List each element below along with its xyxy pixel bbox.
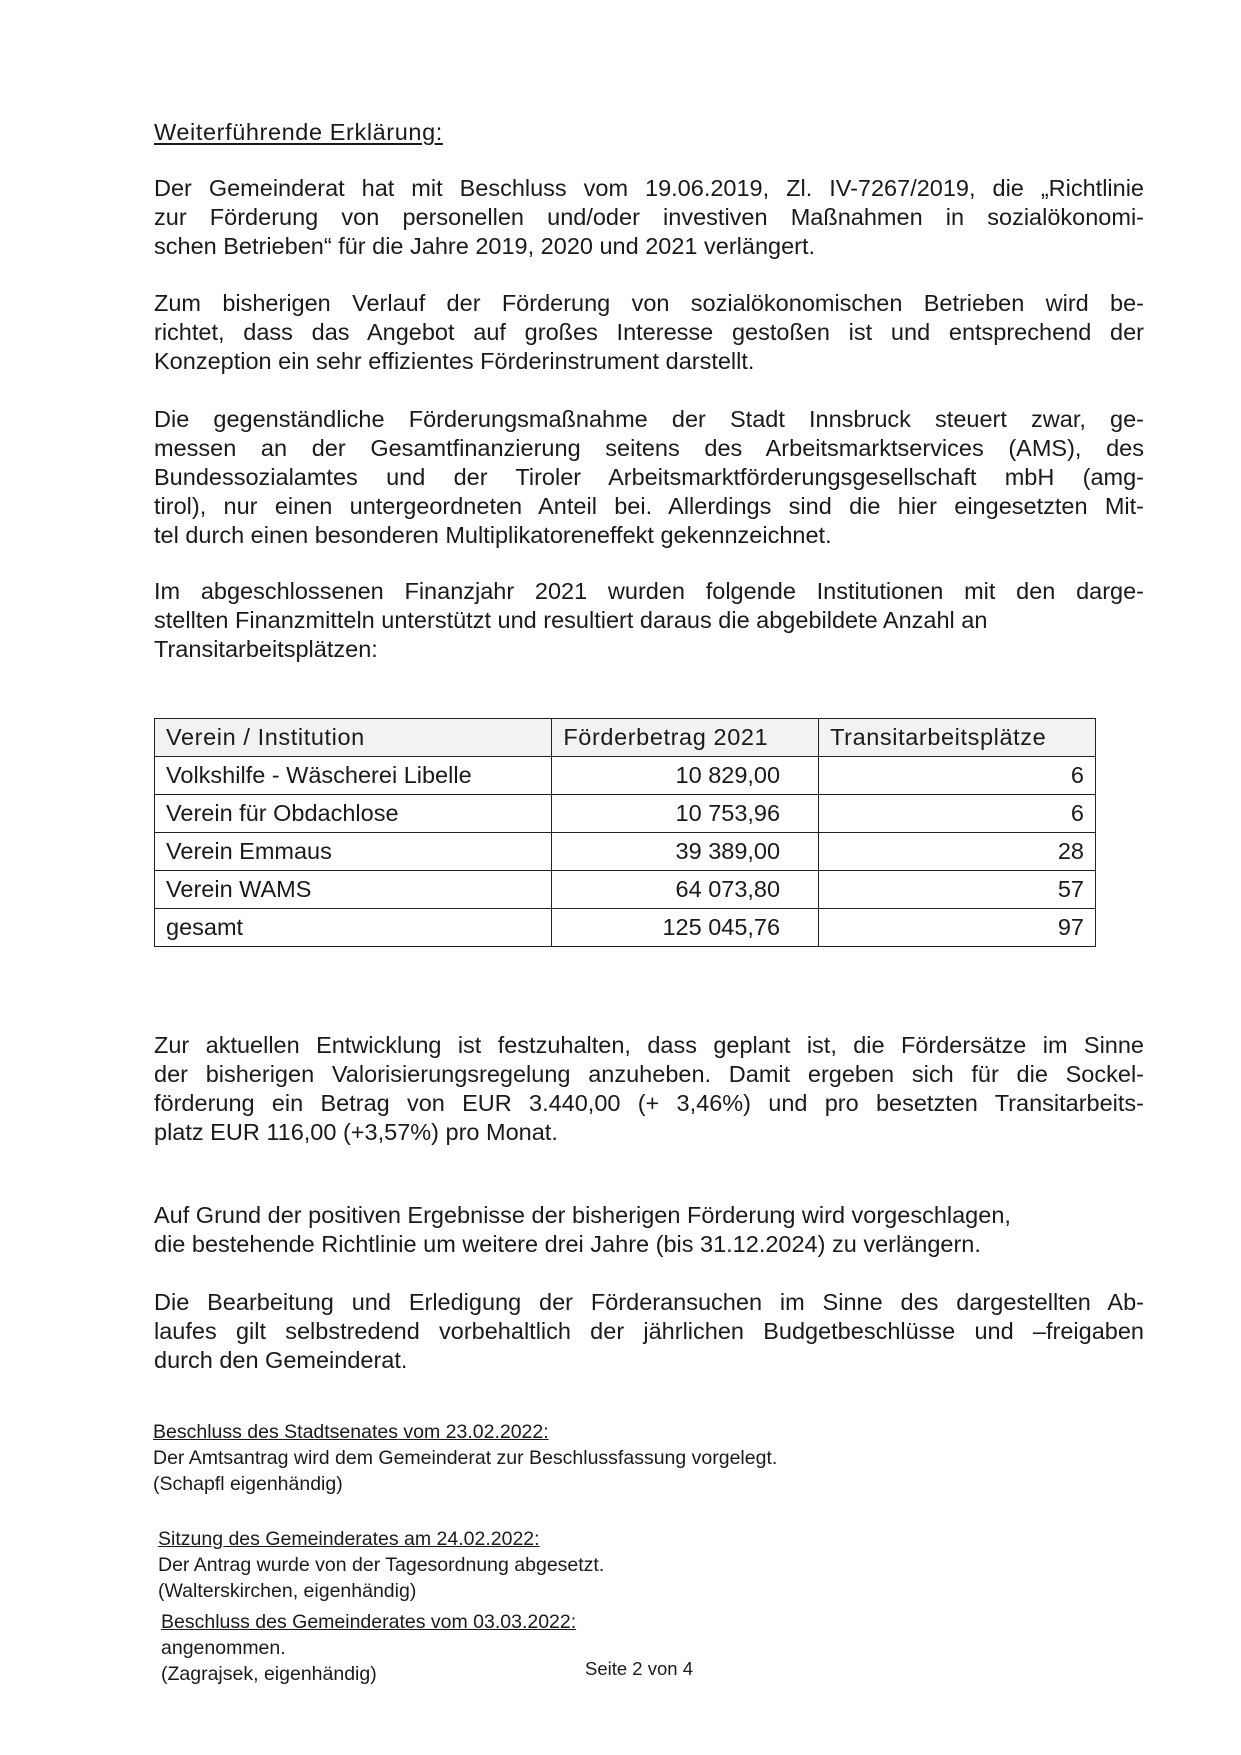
cell-institution: Verein Emmaus bbox=[155, 833, 552, 871]
paragraph-line: Auf Grund der positiven Ergebnisse der bisherigen Förderung wird vorgeschlagen, bbox=[154, 1202, 1011, 1228]
paragraph-verlauf bbox=[154, 289, 1144, 376]
cell-positions: 6 bbox=[819, 795, 1096, 833]
funding-table bbox=[154, 718, 1096, 947]
cell-institution: gesamt bbox=[155, 909, 552, 947]
paragraph-line: laufes gilt selbstredend vorbehaltlich der jährlichen Budgetbeschlüsse und –freigaben bbox=[154, 1318, 1144, 1344]
paragraph-line: durch den Gemeinderat. bbox=[154, 1347, 408, 1373]
paragraph-bearbeitung bbox=[154, 1288, 1144, 1375]
table-row bbox=[155, 757, 1096, 795]
cell-positions: 6 bbox=[819, 757, 1096, 795]
paragraph-vorschlag bbox=[154, 1201, 1144, 1259]
decision-gemeinderat bbox=[161, 1609, 576, 1687]
section-heading: Weiterführende Erklärung: bbox=[154, 119, 443, 145]
paragraph-line: Bundessozialamtes und der Tiroler Arbeitsmarktförderungsgesellschaft mbH (amg- bbox=[154, 464, 1144, 490]
table-total-row bbox=[155, 909, 1096, 947]
paragraph-line: schen Betrieben“ für die Jahre 2019, 2020 und 2021 verlängert. bbox=[154, 233, 816, 259]
table-row bbox=[155, 871, 1096, 909]
header-amount: Förderbetrag 2021 bbox=[552, 719, 819, 757]
paragraph-line: Zum bisherigen Verlauf der Förderung von sozialökonomischen Betrieben wird be- bbox=[154, 290, 1144, 316]
decision-signature: (Schapfl eigenhändig) bbox=[153, 1473, 343, 1495]
decision-signature: (Zagrajsek, eigenhändig) bbox=[161, 1663, 377, 1685]
cell-amount: 64 073,80 bbox=[552, 871, 819, 909]
paragraph-line: die bestehende Richtlinie um weitere drei Jahre (bis 31.12.2024) zu verlängern. bbox=[154, 1231, 981, 1257]
cell-positions: 97 bbox=[819, 909, 1096, 947]
cell-amount: 10 829,00 bbox=[552, 757, 819, 795]
paragraph-line: richtet, dass das Angebot auf großes Interesse gestoßen ist und entsprechend der bbox=[154, 319, 1144, 345]
cell-positions: 57 bbox=[819, 871, 1096, 909]
paragraph-line: messen an der Gesamtfinanzierung seitens des Arbeitsmarktservices (AMS), des bbox=[154, 435, 1144, 461]
decision-sitzung bbox=[158, 1526, 604, 1604]
cell-institution: Volkshilfe - Wäscherei Libelle bbox=[155, 757, 552, 795]
decision-signature: (Walterskirchen, eigenhändig) bbox=[158, 1580, 417, 1602]
paragraph-entwicklung bbox=[154, 1031, 1144, 1147]
table-row bbox=[155, 795, 1096, 833]
paragraph-line: tel durch einen besonderen Multiplikatoreneffekt gekennzeichnet. bbox=[154, 522, 832, 548]
cell-institution: Verein für Obdachlose bbox=[155, 795, 552, 833]
paragraph-line: Im abgeschlossenen Finanzjahr 2021 wurden folgende Institutionen mit den darge- bbox=[154, 578, 1144, 604]
paragraph-line: Der Gemeinderat hat mit Beschluss vom 19.06.2019, Zl. IV-7267/2019, die „Richtlinie bbox=[154, 175, 1144, 201]
decision-text: Der Amtsantrag wird dem Gemeinderat zur Beschlussfassung vorgelegt. bbox=[153, 1447, 778, 1469]
paragraph-massnahme bbox=[154, 405, 1144, 550]
paragraph-beschluss bbox=[154, 174, 1144, 261]
paragraph-line: Die Bearbeitung und Erledigung der Förderansuchen im Sinne des dargestellten Ab- bbox=[154, 1289, 1144, 1315]
cell-institution: Verein WAMS bbox=[155, 871, 552, 909]
decision-text: Der Antrag wurde von der Tagesordnung abgesetzt. bbox=[158, 1554, 605, 1576]
header-positions: Transitarbeitsplätze bbox=[819, 719, 1096, 757]
header-institution: Verein / Institution bbox=[155, 719, 552, 757]
paragraph-line: platz EUR 116,00 (+3,57%) pro Monat. bbox=[154, 1119, 558, 1145]
paragraph-finanzjahr bbox=[154, 577, 1144, 664]
decision-title: Beschluss des Gemeinderates vom 03.03.2022: bbox=[161, 1611, 577, 1633]
cell-positions: 28 bbox=[819, 833, 1096, 871]
cell-amount: 10 753,96 bbox=[552, 795, 819, 833]
table-row bbox=[155, 833, 1096, 871]
page-number: Seite 2 von 4 bbox=[585, 1658, 693, 1679]
paragraph-line: Konzeption ein sehr effizientes Förderinstrument darstellt. bbox=[154, 348, 755, 374]
paragraph-line: Die gegenständliche Förderungsmaßnahme der Stadt Innsbruck steuert zwar, ge- bbox=[154, 406, 1144, 432]
decision-title: Sitzung des Gemeinderates am 24.02.2022: bbox=[158, 1528, 540, 1550]
paragraph-line: zur Förderung von personellen und/oder investiven Maßnahmen in sozialökonomi- bbox=[154, 204, 1144, 230]
cell-amount: 125 045,76 bbox=[552, 909, 819, 947]
decision-text: angenommen. bbox=[161, 1637, 286, 1659]
cell-amount: 39 389,00 bbox=[552, 833, 819, 871]
decision-stadtsenat bbox=[153, 1419, 777, 1497]
table-header-row bbox=[155, 719, 1096, 757]
paragraph-line: der bisherigen Valorisierungsregelung anzuheben. Damit ergeben sich für die Sockel- bbox=[154, 1061, 1144, 1087]
paragraph-line: tirol), nur einen untergeordneten Anteil bei. Allerdings sind die hier eingesetzten Mit- bbox=[154, 493, 1144, 519]
paragraph-line: förderung ein Betrag von EUR 3.440,00 (+ 3,46%) und pro besetzten Transitarbeits- bbox=[154, 1090, 1144, 1116]
paragraph-line: Transitarbeitsplätzen: bbox=[154, 636, 378, 662]
paragraph-line: Zur aktuellen Entwicklung ist festzuhalten, dass geplant ist, die Fördersätze im Sinne bbox=[154, 1032, 1144, 1058]
paragraph-line: stellten Finanzmitteln unterstützt und resultiert daraus die abgebildete Anzahl an bbox=[154, 607, 988, 633]
decision-title: Beschluss des Stadtsenates vom 23.02.2022: bbox=[153, 1421, 549, 1443]
